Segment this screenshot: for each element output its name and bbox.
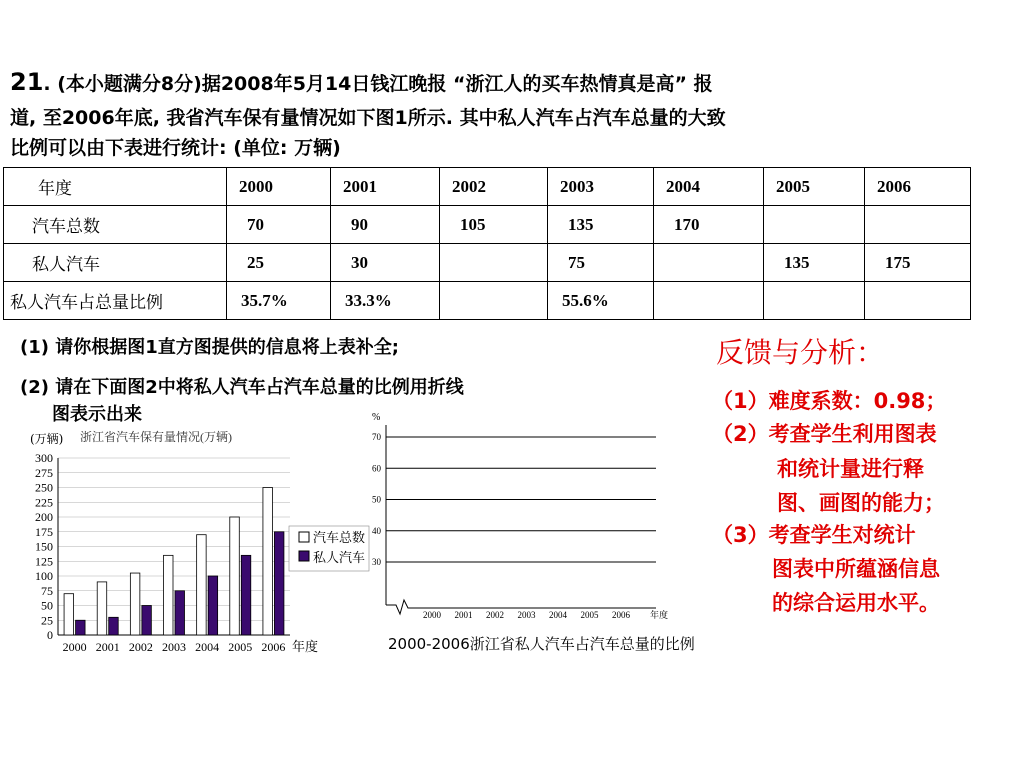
bar-chart-legend xyxy=(289,526,369,571)
bar-private-2002 xyxy=(142,606,152,636)
bar-chart-x-tick-label: 2003 xyxy=(162,640,186,654)
bar-chart-x-tick-label: 2006 xyxy=(261,640,286,654)
table-cell: 135 xyxy=(548,206,654,244)
line-chart-xlabel: 年度 xyxy=(650,610,669,620)
line-chart-y-tick-label: 40 xyxy=(372,525,381,536)
feedback-line-6: 图表中所蕴涵信息 xyxy=(772,557,940,581)
bar-total-2000 xyxy=(64,594,74,635)
table-header-cell: 2005 xyxy=(764,168,865,206)
legend-label-private: 私人汽车 xyxy=(313,550,366,565)
bar-chart-x-ticks xyxy=(63,640,286,654)
table-cell: 25 xyxy=(227,244,331,282)
bar-private-2006 xyxy=(274,532,284,635)
table-cell xyxy=(865,206,971,244)
legend-swatch-total xyxy=(299,532,309,542)
table-cell: 90 xyxy=(331,206,440,244)
line-chart-x-tick-label: 2003 xyxy=(517,610,536,620)
table-header-cell: 2004 xyxy=(654,168,764,206)
task-2-line-2: 图表示出来 xyxy=(52,404,142,425)
bar-chart-y-tick-label: 250 xyxy=(35,480,53,495)
table-row xyxy=(4,282,971,320)
table-cell xyxy=(440,282,548,320)
statistics-table xyxy=(3,167,971,320)
line-chart-x-tick-label: 2000 xyxy=(423,610,441,620)
bar-chart-x-tick-label: 2001 xyxy=(95,640,120,654)
bar-chart-ylabel: (万辆) xyxy=(30,432,64,446)
bar-chart-y-ticks xyxy=(35,451,53,642)
table-cell: 105 xyxy=(440,206,548,244)
table-cell: 135 xyxy=(764,244,865,282)
table-cell: 75 xyxy=(548,244,654,282)
line-chart-x-tick-label: 2005 xyxy=(580,610,599,620)
feedback-line-7: 的综合运用水平。 xyxy=(772,591,940,615)
question-number: 21 xyxy=(10,68,44,96)
bar-chart-x-tick-label: 2005 xyxy=(228,640,253,654)
bar-chart-y-tick-label: 175 xyxy=(35,524,53,539)
bar-total-2002 xyxy=(130,573,140,635)
table-cell: 175 xyxy=(865,244,971,282)
bar-chart-x-tick-label: 2000 xyxy=(62,640,87,654)
bar-chart-x-tick-label: 2002 xyxy=(128,640,153,654)
table-cell: 私人汽车 xyxy=(4,244,227,282)
table-cell: 30 xyxy=(331,244,440,282)
table-header-cell: 2006 xyxy=(865,168,971,206)
task-1: (1) 请你根据图1直方图提供的信息将上表补全; xyxy=(20,337,399,358)
bar-private-2005 xyxy=(241,555,251,635)
table-header-cell: 年度 xyxy=(4,168,227,206)
feedback-line-1: （1）难度系数：0.98； xyxy=(712,389,947,413)
bar-private-2000 xyxy=(76,620,86,635)
bar-private-2004 xyxy=(208,576,218,635)
bar-private-2001 xyxy=(109,617,119,635)
bar-chart-y-tick-label: 75 xyxy=(41,583,53,598)
question-line-2: 道, 至2006年底, 我省汽车保有量情况如下图1所示. 其中私人汽车占汽车总量的大致 xyxy=(10,107,726,129)
bar-chart-y-tick-label: 200 xyxy=(35,510,53,524)
line-chart-caption: 2000-2006浙江省私人汽车占汽车总量的比例 xyxy=(388,635,695,653)
line-chart-x-tick-label: 2002 xyxy=(486,610,504,620)
feedback-line-4: 图、画图的能力； xyxy=(777,491,945,515)
bar-total-2003 xyxy=(164,555,174,635)
feedback-title: 反馈与分析： xyxy=(716,336,885,369)
bar-chart-y-tick-label: 0 xyxy=(47,628,53,642)
bar-private-2003 xyxy=(175,591,185,635)
line-chart-y-tick-label: 70 xyxy=(372,432,381,442)
line-chart-ylabel: % xyxy=(372,412,381,423)
table-cell: 33.3% xyxy=(331,282,440,320)
line-chart-y-tick-label: 60 xyxy=(372,463,381,474)
table-cell xyxy=(865,282,971,320)
bar-chart-y-tick-label: 25 xyxy=(41,613,53,628)
table-header-row xyxy=(4,168,971,206)
table-cell: 170 xyxy=(654,206,764,244)
feedback-line-2: （2）考查学生利用图表 xyxy=(712,422,937,446)
bar-chart xyxy=(0,425,380,660)
bar-total-2004 xyxy=(197,535,207,635)
bar-chart-y-tick-label: 275 xyxy=(35,465,53,480)
table-cell xyxy=(654,244,764,282)
table-header-cell: 2002 xyxy=(440,168,548,206)
line-chart-y-ticks xyxy=(372,432,382,567)
table-cell: 70 xyxy=(227,206,331,244)
bar-chart-y-tick-label: 225 xyxy=(35,495,53,510)
line-chart-y-tick-label: 50 xyxy=(372,494,381,505)
feedback-line-3: 和统计量进行释 xyxy=(777,457,924,481)
question-line-1-text: . (本小题满分8分)据2008年5月14日钱江晚报 “浙江人的买车热情真是高” 报 xyxy=(43,73,713,95)
table-row xyxy=(4,244,971,282)
bar-chart-grid xyxy=(58,458,290,635)
table-header-cell: 2003 xyxy=(548,168,654,206)
line-chart xyxy=(360,408,700,623)
table-cell: 55.6% xyxy=(548,282,654,320)
table-header-cell: 2001 xyxy=(331,168,440,206)
table-cell xyxy=(764,206,865,244)
table-cell: 私人汽车占总量比例 xyxy=(4,282,227,320)
bar-chart-y-tick-label: 50 xyxy=(41,598,53,613)
bar-chart-y-tick-label: 150 xyxy=(35,539,53,554)
bar-chart-y-tick-label: 125 xyxy=(35,554,53,569)
feedback-line-5: （3）考查学生对统计 xyxy=(712,523,916,547)
bar-total-2006 xyxy=(263,488,273,636)
table-cell xyxy=(764,282,865,320)
question-line-3: 比例可以由下表进行统计: (单位: 万辆) xyxy=(10,137,341,159)
line-chart-y-tick-label: 30 xyxy=(372,557,381,567)
bar-chart-xlabel: 年度 xyxy=(292,639,319,654)
task-2-line-1: (2) 请在下面图2中将私人汽车占汽车总量的比例用折线 xyxy=(20,377,464,398)
bar-chart-y-tick-label: 100 xyxy=(35,569,53,583)
legend-swatch-private xyxy=(299,551,309,561)
legend-label-total: 汽车总数 xyxy=(313,530,366,545)
bar-total-2001 xyxy=(97,582,107,635)
table-cell: 35.7% xyxy=(227,282,331,320)
table-cell: 汽车总数 xyxy=(4,206,227,244)
table-row xyxy=(4,206,971,244)
line-chart-x-tick-label: 2006 xyxy=(612,610,630,620)
table-header-cell: 2000 xyxy=(227,168,331,206)
line-chart-x-tick-label: 2004 xyxy=(549,610,567,620)
line-chart-grid xyxy=(386,437,656,562)
question-line-1 xyxy=(10,70,713,96)
bar-chart-title: 浙江省汽车保有量情况(万辆) xyxy=(80,430,232,444)
bar-total-2005 xyxy=(230,517,240,635)
table-cell xyxy=(654,282,764,320)
line-chart-x-tick-label: 2001 xyxy=(454,610,473,620)
table-cell xyxy=(440,244,548,282)
bar-chart-y-tick-label: 300 xyxy=(35,451,53,465)
bar-chart-x-tick-label: 2004 xyxy=(195,640,220,654)
line-chart-x-ticks xyxy=(423,610,631,620)
